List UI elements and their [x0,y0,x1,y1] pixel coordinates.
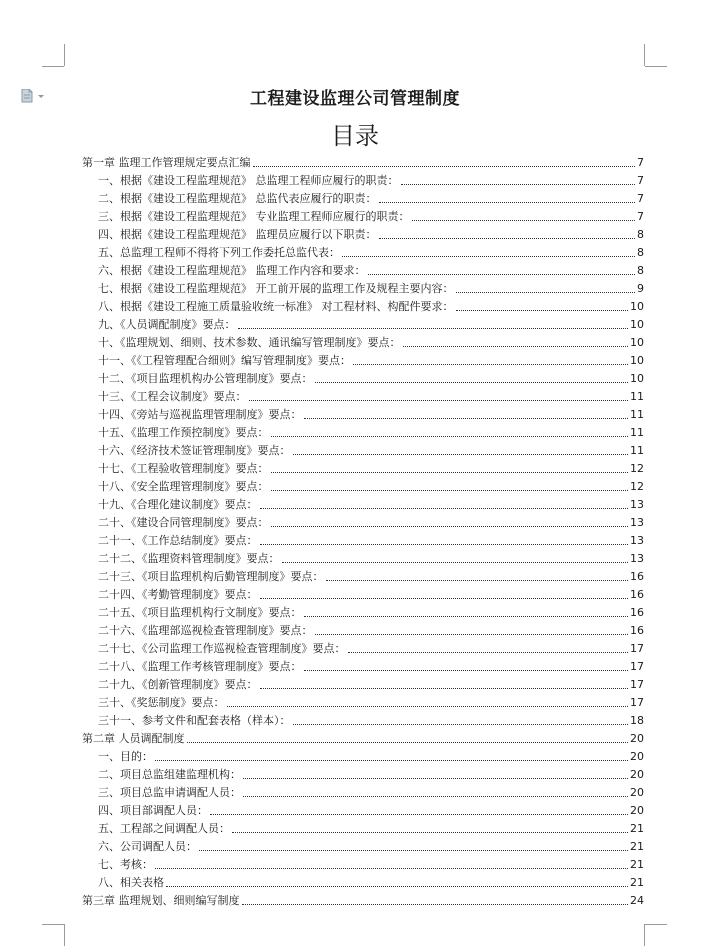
toc-dot-leader [166,886,628,887]
toc-page-number: 11 [630,444,644,457]
toc-dot-leader [315,634,629,635]
toc-dot-leader [403,346,629,347]
toc-section-entry[interactable] [82,548,644,566]
toc-entry-text: 十一、《《工程管理配合细则》编写管理制度》要点： [98,354,351,367]
toc-dot-leader [315,382,629,383]
toc-entry-text: 第二章 人员调配制度 [82,732,185,745]
toc-page-number: 20 [630,768,644,781]
toc-page-number: 10 [630,318,644,331]
toc-dot-leader [304,670,629,671]
toc-page-number: 18 [630,714,644,727]
toc-dot-leader [242,904,629,905]
toc-section-entry[interactable] [82,404,644,422]
toc-entry-text: 三、根据《建设工程监理规范》 专业监理工程师应履行的职责： [98,210,410,223]
toc-section-entry[interactable] [82,224,644,242]
toc-section-entry[interactable] [82,440,644,458]
toc-dot-leader [342,256,635,257]
toc-dot-leader [260,544,629,545]
toc-page-number: 8 [637,228,644,241]
toc-page-number: 17 [630,660,644,673]
toc-dot-leader [282,562,629,563]
toc-section-entry[interactable] [82,854,644,872]
toc-entry-text: 一、目的： [98,750,153,763]
toc-dot-leader [210,814,628,815]
toc-page-number: 12 [630,462,644,475]
toc-page-number: 17 [630,678,644,691]
toc-page-number: 13 [630,552,644,565]
toc-dot-leader [326,580,629,581]
toc-entry-text: 十五、《监理工作预控制度》要点： [98,426,269,439]
toc-page-number: 7 [637,210,644,223]
toc-chapter-entry[interactable] [82,152,644,170]
toc-page-number: 11 [630,426,644,439]
toc-page-number: 16 [630,588,644,601]
crop-mark-bottom-right-v [644,924,645,946]
toc-entry-text: 四、项目部调配人员： [98,804,208,817]
toc-heading: 目录 [331,122,379,150]
toc-entry-text: 二十八、《监理工作考核管理制度》要点： [98,660,302,673]
toc-dot-leader [293,454,629,455]
toc-section-entry[interactable] [82,494,644,512]
toc-entry-text: 三十、《奖惩制度》要点： [98,696,225,709]
toc-dot-leader [379,202,636,203]
document-title: 工程建设监理公司管理制度 [250,89,460,109]
toc-chapter-entry[interactable] [82,728,644,746]
toc-entry-text: 十、《监理规划、细则、技术参数、通讯编写管理制度》要点： [98,336,401,349]
toc-section-entry[interactable] [82,278,644,296]
toc-page-number: 13 [630,534,644,547]
toc-page-number: 24 [630,894,644,907]
toc-dot-leader [243,796,628,797]
toc-section-entry[interactable] [82,386,644,404]
toc-dot-leader [271,490,629,491]
toc-page-number: 7 [637,156,644,169]
toc-page-number: 10 [630,372,644,385]
toc-dot-leader [304,418,629,419]
toc-section-entry[interactable] [82,620,644,638]
toc-dot-leader [348,652,629,653]
toc-entry-text: 七、考核： [98,858,153,871]
toc-dot-leader [271,472,629,473]
toc-dot-leader [253,166,636,167]
toc-dot-leader [260,598,629,599]
toc-entry-text: 十三、《工程会议制度》要点： [98,390,247,403]
toc-section-entry[interactable] [82,512,644,530]
toc-section-entry[interactable] [82,206,644,224]
toc-entry-text: 十二、《项目监理机构办公管理制度》要点： [98,372,313,385]
crop-mark-top-left-v [64,44,65,66]
toc-section-entry[interactable] [82,800,644,818]
toc-entry-text: 三、项目总监申请调配人员： [98,786,241,799]
toc-section-entry[interactable] [82,566,644,584]
toc-entry-text: 十八、《安全监理管理制度》要点： [98,480,269,493]
toc-entry-text: 二十四、《考勤管理制度》要点： [98,588,258,601]
toc-page-number: 20 [630,732,644,745]
toc-page-number: 21 [630,822,644,835]
toc-section-entry[interactable] [82,836,644,854]
toc-dot-leader [260,508,629,509]
toc-section-entry[interactable] [82,350,644,368]
toc-dot-leader [379,238,636,239]
toc-section-entry[interactable] [82,368,644,386]
toc-page-number: 11 [630,408,644,421]
toc-page-number: 17 [630,642,644,655]
toc-section-entry[interactable] [82,170,644,188]
toc-entry-text: 一、根据《建设工程监理规范》 总监理工程师应履行的职责： [98,174,399,187]
toc-section-entry[interactable] [82,422,644,440]
toc-page-number: 8 [637,264,644,277]
toc-dot-leader [260,688,629,689]
toc-section-entry[interactable] [82,872,644,890]
toc-dot-leader [412,220,636,221]
toc-dot-leader [456,292,636,293]
toc-section-entry[interactable] [82,242,644,260]
toc-dot-leader [293,724,629,725]
toc-dot-leader [368,274,636,275]
toc-chapter-entry[interactable] [82,890,644,908]
toc-entry-text: 第三章 监理规划、细则编写制度 [82,894,240,907]
toc-entry-text: 二十九、《创新管理制度》要点： [98,678,258,691]
crop-mark-top-left-h [42,66,64,67]
toc-entry-text: 二十五、《项目监理机构行文制度》要点： [98,606,302,619]
toc-entry-text: 十四、《旁站与巡视监理管理制度》要点： [98,408,302,421]
toc-entry-text: 六、根据《建设工程监理规范》 监理工作内容和要求： [98,264,366,277]
toc-dot-leader [401,184,636,185]
toc-page-number: 13 [630,498,644,511]
toc-entry-text: 二十、《建设合同管理制度》要点： [98,516,269,529]
toc-section-entry[interactable] [82,602,644,620]
crop-mark-bottom-right-h [645,924,667,925]
toc-dot-leader [353,364,628,365]
toc-section-entry[interactable] [82,674,644,692]
toc-dot-leader [271,526,629,527]
toc-page-number: 12 [630,480,644,493]
toc-dot-leader [238,328,629,329]
crop-mark-top-right-v [644,44,645,66]
toc-section-entry[interactable] [82,296,644,314]
toc-section-entry[interactable] [82,584,644,602]
toc-dot-leader [227,706,629,707]
toc-dot-leader [456,310,629,311]
toc-page-number: 7 [637,174,644,187]
toc-dot-leader [304,616,629,617]
toc-entry-text: 八、相关表格 [98,876,164,889]
crop-mark-top-right-h [645,66,667,67]
toc-dot-leader [232,832,628,833]
toc-section-entry[interactable] [82,710,644,728]
toc-page-number: 8 [637,246,644,259]
toc-entry-text: 二、根据《建设工程监理规范》 总监代表应履行的职责： [98,192,377,205]
toc-entry-text: 二十三、《项目监理机构后勤管理制度》要点： [98,570,324,583]
toc-section-entry[interactable] [82,818,644,836]
toc-entry-text: 五、工程部之间调配人员： [98,822,230,835]
toc-entry-text: 八、根据《建设工程施工质量验收统一标准》 对工程材料、构配件要求： [98,300,454,313]
toc-section-entry[interactable] [82,476,644,494]
toc-page-number: 16 [630,624,644,637]
toc-page-number: 20 [630,804,644,817]
crop-mark-bottom-left-h [42,924,64,925]
toc-page-number: 21 [630,876,644,889]
toc-section-entry[interactable] [82,332,644,350]
toc-section-entry[interactable] [82,458,644,476]
toc-section-entry[interactable] [82,638,644,656]
toc-page-number: 20 [630,786,644,799]
toc-section-entry[interactable] [82,188,644,206]
toc-entry-text: 二十七、《公司监理工作巡视检查管理制度》要点： [98,642,346,655]
toc-page-number: 11 [630,390,644,403]
toc-dot-leader [199,850,628,851]
toc-page-number: 13 [630,516,644,529]
toc-section-entry[interactable] [82,692,644,710]
toc-page-number: 21 [630,858,644,871]
toc-entry-text: 十九、《合理化建议制度》要点： [98,498,258,511]
toc-entry-text: 三十一、参考文件和配套表格（样本）： [98,714,291,727]
toc-entry-text: 十六、《经济技术签证管理制度》要点： [98,444,291,457]
toc-entry-text: 二十二、《监理资料管理制度》要点： [98,552,280,565]
toc-section-entry[interactable] [82,656,644,674]
toc-page-number: 16 [630,570,644,583]
toc-page-number: 20 [630,750,644,763]
toc-dot-leader [155,760,628,761]
toc-entry-text: 四、根据《建设工程监理规范》 监理员应履行以下职责： [98,228,377,241]
toc-dot-leader [243,778,628,779]
toc-entry-text: 第一章 监理工作管理规定要点汇编 [82,156,251,169]
toc-entry-text: 二十六、《监理部巡视检查管理制度》要点： [98,624,313,637]
toc-entry-text: 十七、《工程验收管理制度》要点： [98,462,269,475]
toc-page-number: 10 [630,300,644,313]
toc-page-number: 21 [630,840,644,853]
toc-dot-leader [249,400,629,401]
table-of-contents [82,152,644,908]
toc-section-entry[interactable] [82,314,644,332]
toc-page-number: 9 [637,282,644,295]
toc-section-entry[interactable] [82,260,644,278]
toc-entry-text: 七、根据《建设工程监理规范》 开工前开展的监理工作及规程主要内容： [98,282,454,295]
toc-page-number: 10 [630,336,644,349]
toc-dot-leader [187,742,629,743]
toc-entry-text: 九、《人员调配制度》要点： [98,318,236,331]
toc-dot-leader [271,436,629,437]
toc-entry-text: 五、总监理工程师不得将下列工作委托总监代表： [98,246,340,259]
toc-page-number: 10 [630,354,644,367]
toc-page-number: 17 [630,696,644,709]
toc-section-entry[interactable] [82,782,644,800]
toc-entry-text: 六、公司调配人员： [98,840,197,853]
toc-section-entry[interactable] [82,530,644,548]
toc-section-entry[interactable] [82,746,644,764]
crop-mark-bottom-left-v [64,924,65,946]
toc-entry-text: 二十一、《工作总结制度》要点： [98,534,258,547]
toc-page-number: 7 [637,192,644,205]
toc-page-number: 16 [630,606,644,619]
toc-entry-text: 二、项目总监组建监理机构： [98,768,241,781]
toc-section-entry[interactable] [82,764,644,782]
toc-dot-leader [155,868,628,869]
